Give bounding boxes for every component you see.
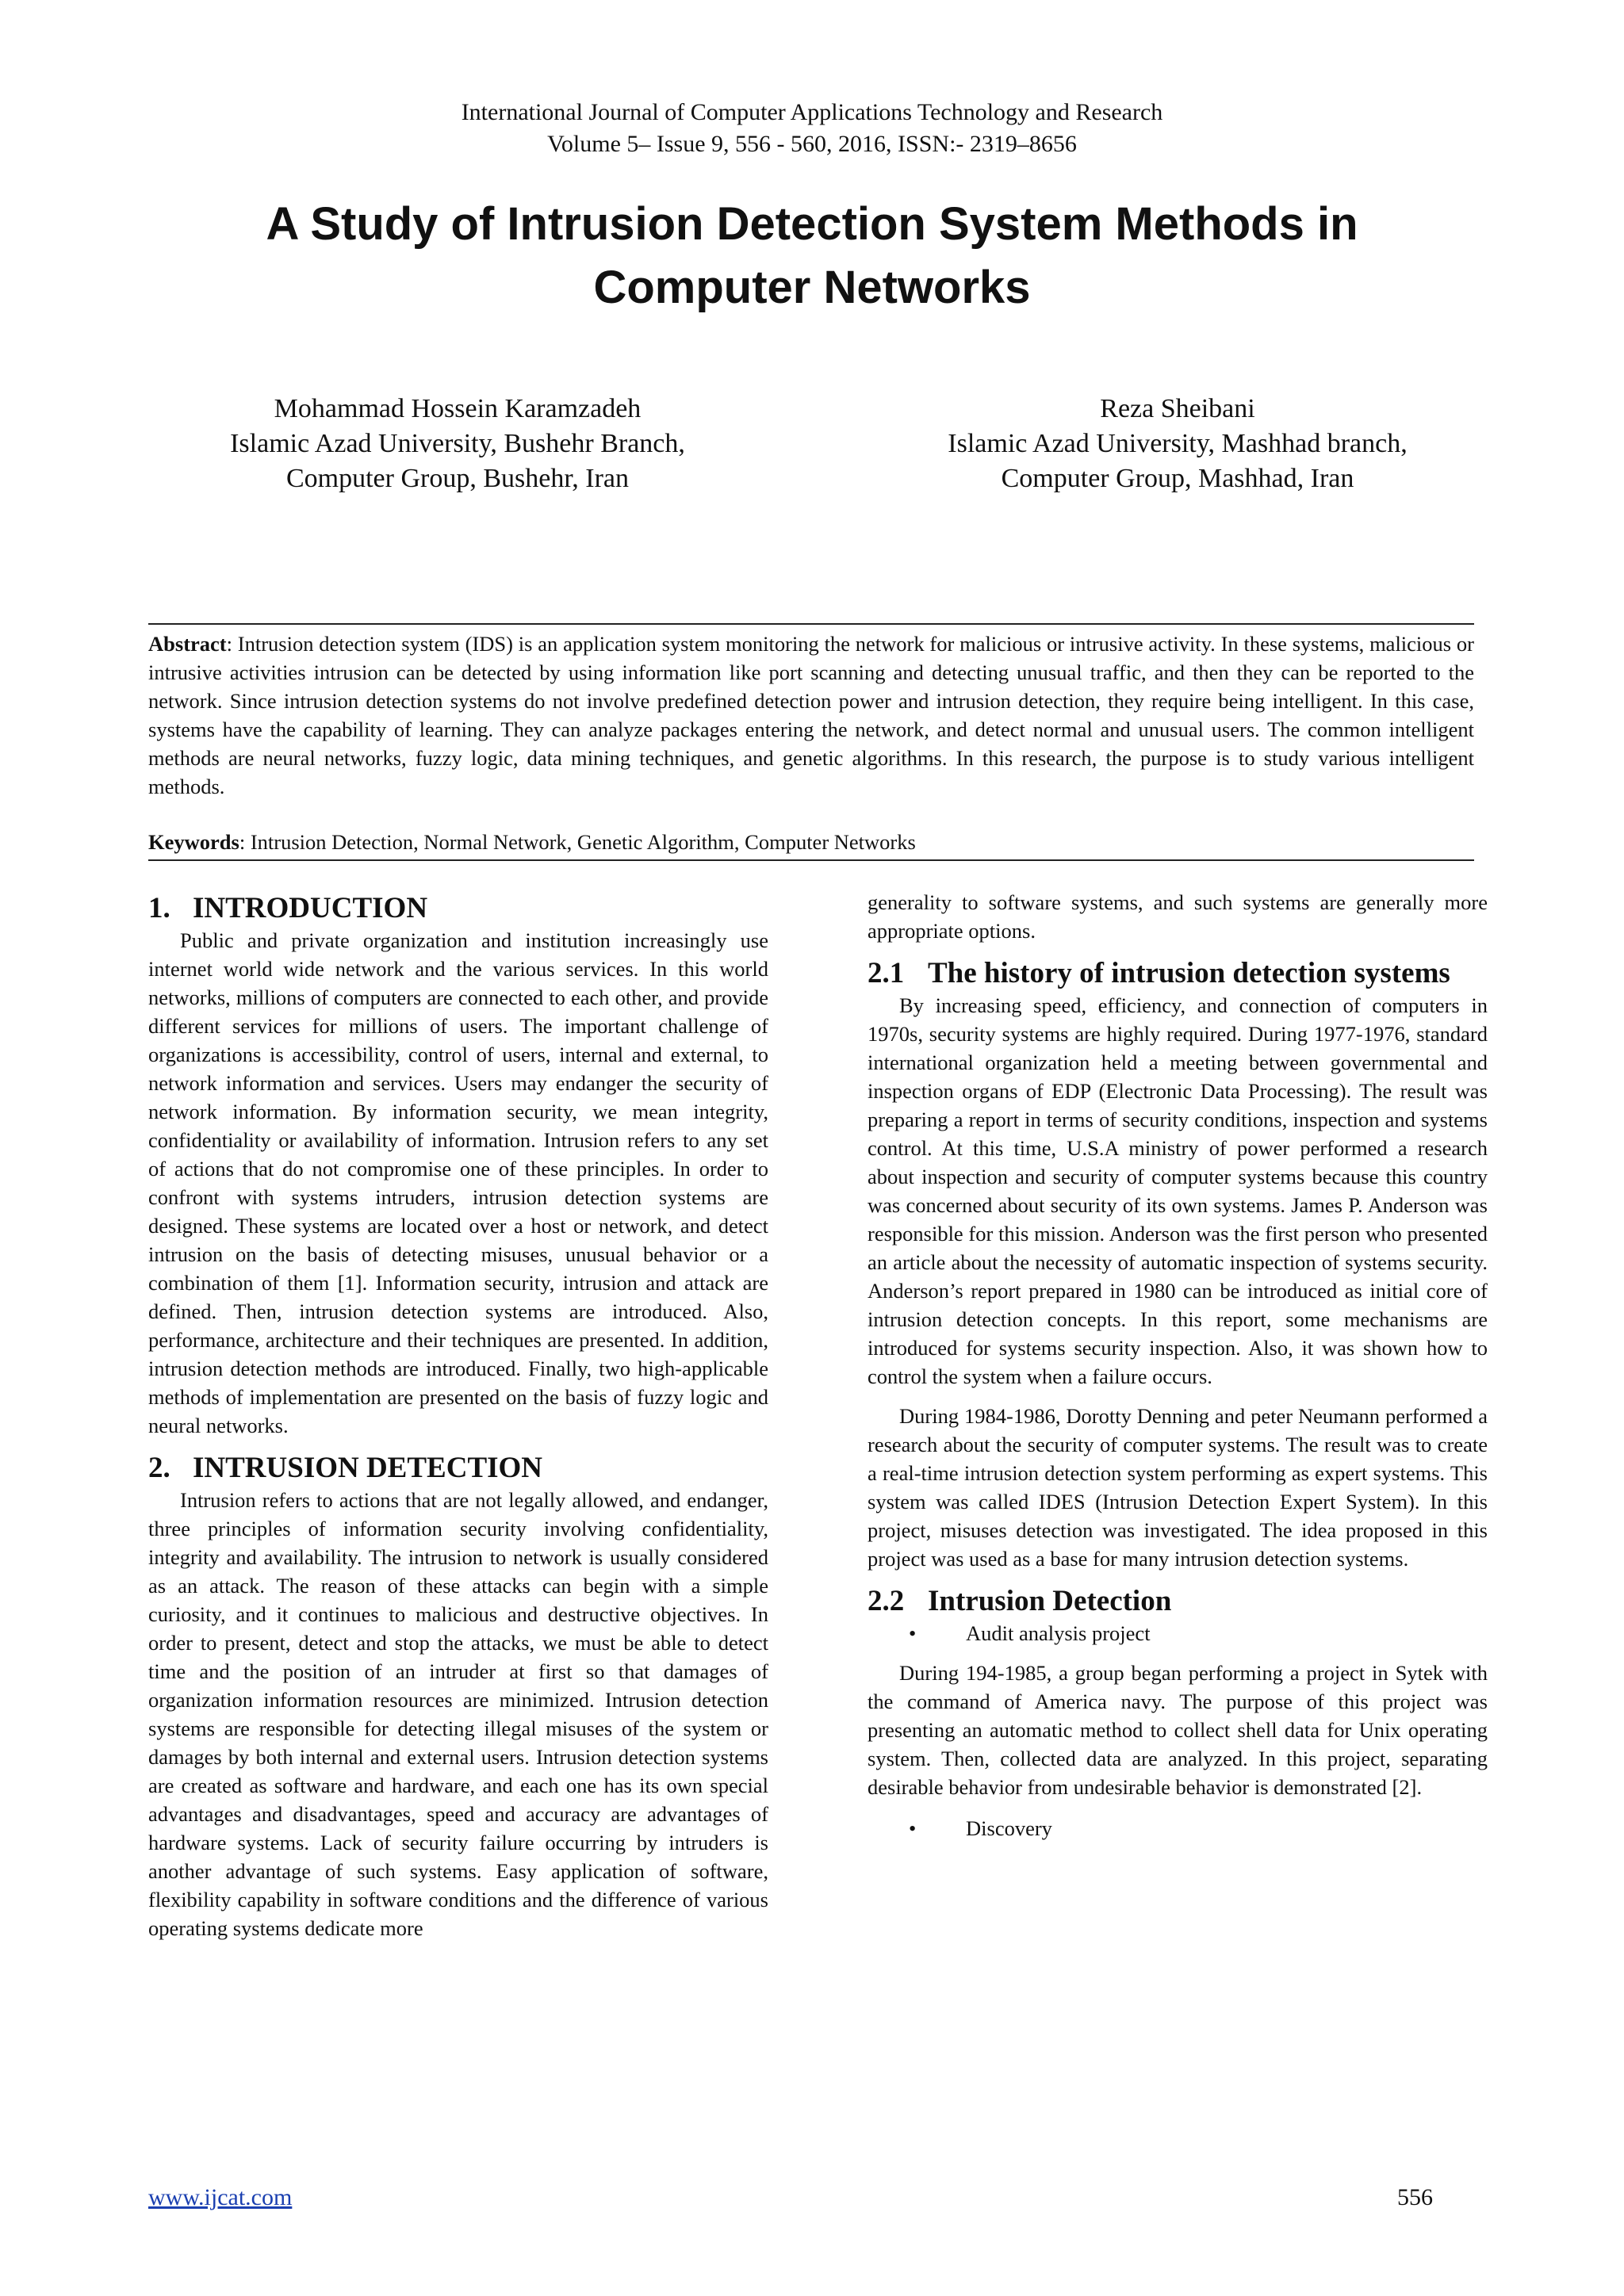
- paper-title-line-2: Computer Networks: [593, 262, 1031, 313]
- bullet-icon: •: [909, 1816, 917, 1840]
- subsection-title: The history of intrusion detection systems: [928, 957, 1450, 989]
- author-block-1: [140, 392, 775, 496]
- author-department: Computer Group, Bushehr, Iran: [285, 464, 630, 493]
- abstract: [148, 629, 1474, 801]
- bullet-text: Audit analysis project: [966, 1621, 1151, 1645]
- left-column: [148, 891, 768, 1942]
- section-heading-intrusion-detection: [148, 1451, 768, 1486]
- author-name: Reza Sheibani: [1100, 394, 1255, 423]
- keywords-text: : Intrusion Detection, Normal Network, Genetic Algorithm, Computer Networks: [239, 830, 916, 854]
- subsection-number: 2.1: [868, 957, 905, 989]
- right-column: [868, 888, 1488, 1843]
- paper-title-line-1: A Study of Intrusion Detection System Methods in: [266, 198, 1358, 250]
- subsection-heading-history: [868, 956, 1488, 991]
- abstract-label: Abstract: [148, 632, 227, 656]
- history-paragraph-2: During 1984-1986, Dorotty Denning and peter Neumann performed a research about the security of computer systems. The result was to create a real-time intrusion detection system performing as expert systems. This system was called IDES (Intrusion Detection Expert System). In this project, misuses detection was investigated. The idea proposed in this project was used as a base for many intrusion detection systems.: [868, 1404, 1488, 1571]
- intrusion-detection-paragraph: Intrusion refers to actions that are not legally allowed, and endanger, three principles of information security involving confidentiality, integrity and availability. The intrusion to network is usually considered as an attack. The reason of these attacks can begin with a simple curiosity, and it continues to malicious and destructive objectives. In order to present, detect and stop the attacks, we must be able to detect time and the position of an intruder at first so that damages of organization information resources are minimized. Intrusion detection systems are responsible for detecting illegal misuses of the system or damages by both internal and external users. Intrusion detection systems are created as software and hardware, and each one has its own special advantages and disadvantages, speed and accuracy are advantages of hardware systems. Lack of security failure occurring by intruders is another advantage of such systems. Easy application of software, flexibility capability in software conditions and the difference of various operating systems dedicate more: [148, 1488, 768, 1940]
- keywords-bottom-rule: [148, 859, 1474, 861]
- intrusion-detection-paragraph-continued: generality to software systems, and such systems are generally more appropriate options.: [868, 890, 1488, 943]
- journal-volume-line: Volume 5– Issue 9, 556 - 560, 2016, ISSN:- 2319–8656: [547, 131, 1077, 157]
- bullet-item: [868, 1814, 1488, 1843]
- history-paragraph-1: By increasing speed, efficiency, and connection of computers in 1970s, security systems are highly required. During 1977-1976, standard international organization held a meeting between governmental and inspection organs of EDP (Electronic Data Processing). The result was preparing a report in terms of security conditions, inspection and systems control. At this time, U.S.A ministry of power performed a research about inspection and security of computer systems because this country was concerned about security of its own systems. James P. Anderson was responsible for this mission. Anderson was the first person who presented an article about the necessity of automatic inspection of systems security. Anderson’s report prepared in 1980 can be introduced as initial core of intrusion detection concepts. In this report, some mechanisms are introduced for systems security inspection. Also, it was shown how to control the system when a failure occurs.: [868, 993, 1488, 1388]
- audit-paragraph: During 194-1985, a group began performing a project in Sytek with the command of America navy. The purpose of this project was presenting an automatic method to collect shell data for Unix operating system. Then, collected data are analyzed. In this project, separating desirable behavior from undesirable behavior is demonstrated [2].: [868, 1661, 1488, 1799]
- bullet-item: [868, 1619, 1488, 1647]
- section-number: 2.: [148, 1452, 170, 1484]
- page-number: 556: [1397, 2184, 1433, 2210]
- author-affiliation: Islamic Azad University, Mashhad branch,: [948, 429, 1408, 458]
- author-block-2: [860, 392, 1495, 496]
- intro-paragraph: Public and private organization and institution increasingly use internet world wide network and the various services. In this world networks, millions of computers are connected to each other, and provide different services for millions of users. The important challenge of organizations is accessibility, control of users, internal and external, to network information and services. Users may endanger the security of network information. By information security, we mean integrity, confidentiality or availability of information. Intrusion refers to any set of actions that do not compromise one of these principles. In order to confront with systems intruders, intrusion detection systems are designed. These systems are located over a host or network, and detect intrusion on the basis of detecting misuses, unusual behavior or a combination of them [1]. Information security, intrusion and attack are defined. Then, intrusion detection systems are introduced. Also, performance, architecture and their techniques are presented. In addition, intrusion detection methods are introduced. Finally, two high-applicable methods of implementation are presented on the basis of fuzzy logic and neural networks.: [148, 928, 768, 1437]
- section-title: INTRUSION DETECTION: [193, 1452, 543, 1484]
- abstract-top-rule: [148, 623, 1474, 625]
- abstract-text: : Intrusion detection system (IDS) is an application system monitoring the network for malicious or intrusive activity. In these systems, malicious or intrusive activities intrusion can be detected by using information like port scanning and detecting unusual traffic, and then they can be reported to the network. Since intrusion detection systems do not involve predefined detection power and intrusion detection, they require being intelligent. In this case, systems have the capability of learning. They can analyze packages entering the network, and detect normal and unusual users. The common intelligent methods are neural networks, fuzzy logic, data mining techniques, and genetic algorithms. In this research, the purpose is to study various intelligent methods.: [148, 632, 1474, 798]
- section-title: INTRODUCTION: [193, 892, 428, 924]
- section-heading-introduction: [148, 891, 768, 926]
- keywords: [148, 828, 1474, 856]
- author-name: Mohammad Hossein Karamzadeh: [274, 394, 642, 423]
- subsection-number: 2.2: [868, 1585, 905, 1617]
- footer-website-link[interactable]: www.ijcat.com: [148, 2184, 293, 2210]
- paper-title: [0, 193, 1624, 320]
- bullet-text: Discovery: [966, 1816, 1052, 1840]
- author-affiliation: Islamic Azad University, Bushehr Branch,: [230, 429, 685, 458]
- journal-name: International Journal of Computer Applications Technology and Research: [461, 99, 1163, 125]
- author-department: Computer Group, Mashhad, Iran: [1001, 464, 1354, 493]
- subsection-title: Intrusion Detection: [928, 1585, 1172, 1617]
- bullet-icon: •: [909, 1621, 917, 1645]
- section-number: 1.: [148, 892, 170, 924]
- subsection-heading-intrusion-detection: [868, 1584, 1488, 1619]
- keywords-label: Keywords: [148, 830, 239, 854]
